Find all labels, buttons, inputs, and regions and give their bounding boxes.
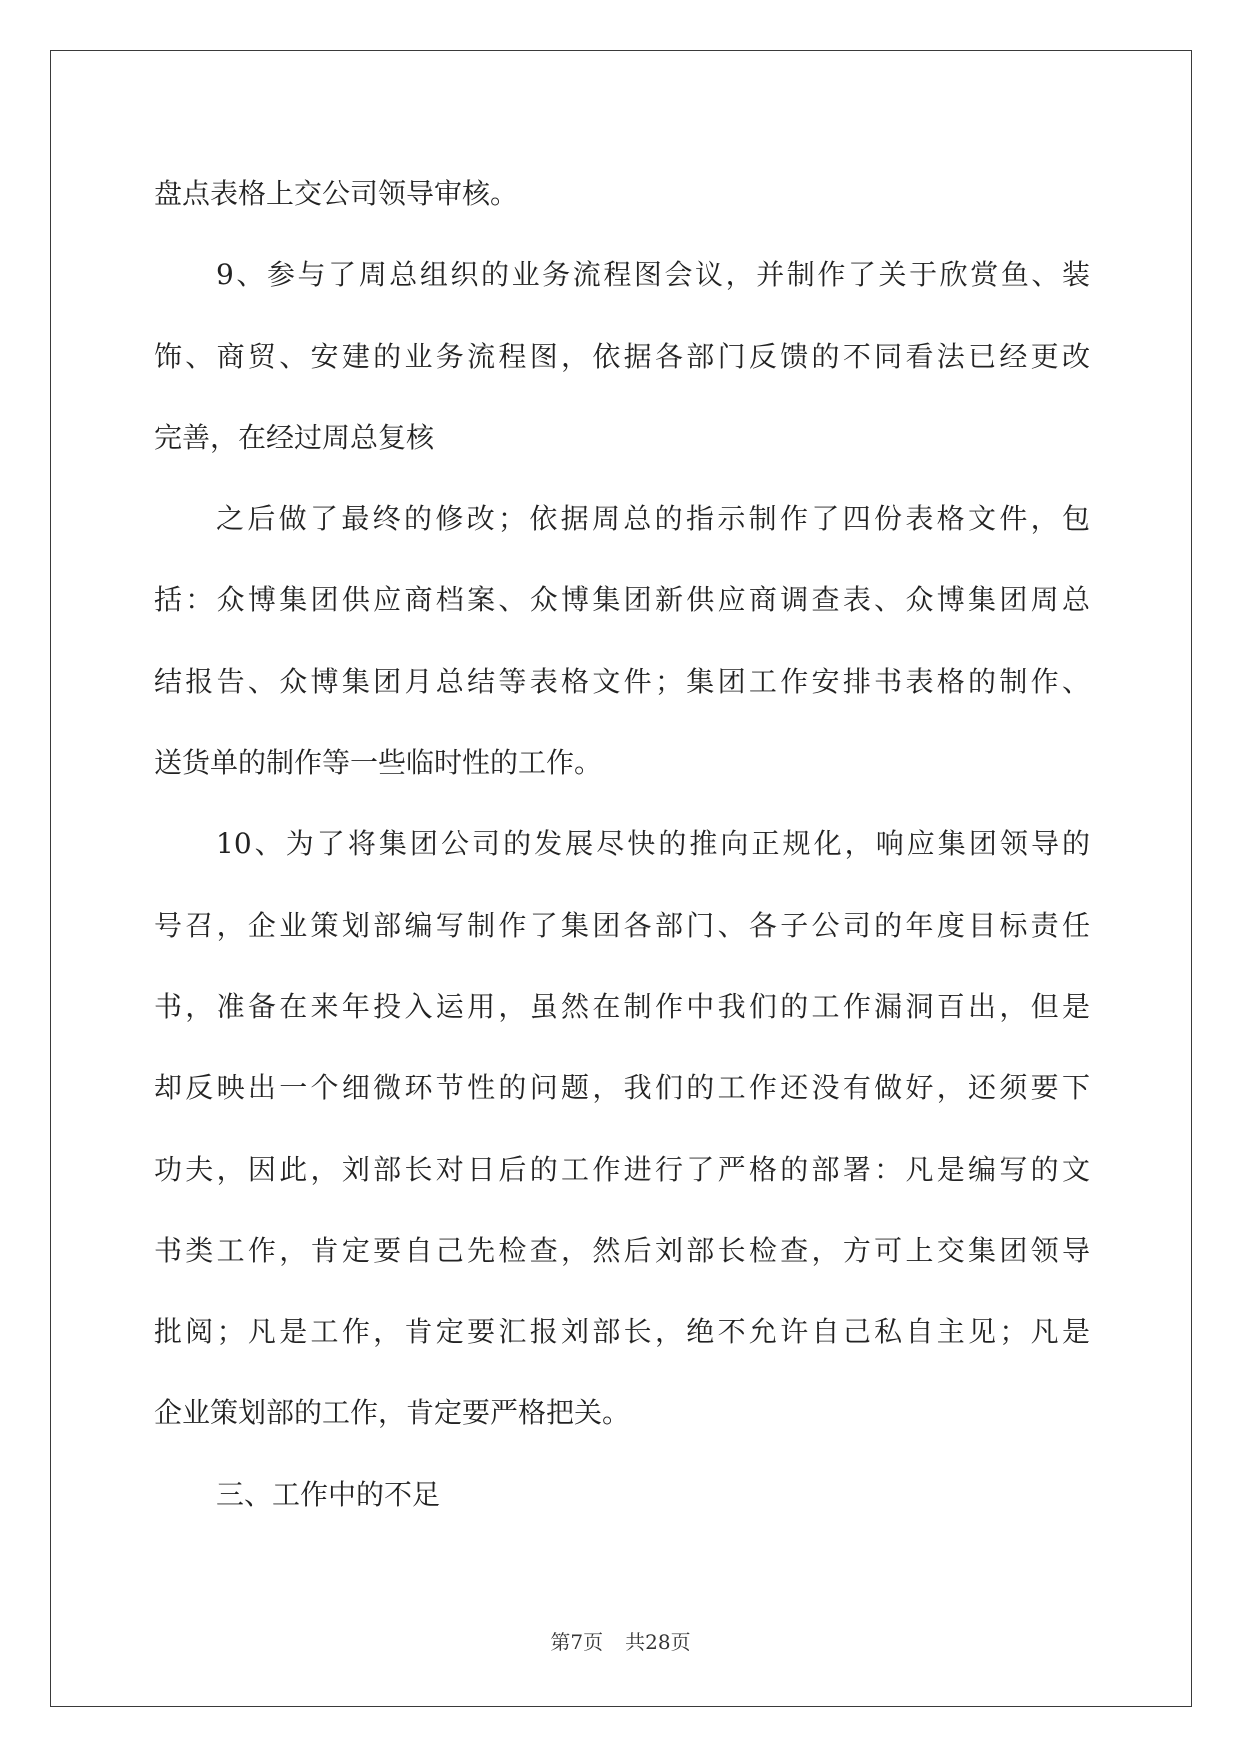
text-line: 括：众博集团供应商档案、众博集团新供应商调查表、众博集团周总 [154, 583, 1090, 617]
section-heading [154, 1454, 1090, 1535]
text-line: 结报告、众博集团月总结等表格文件；集团工作安排书表格的制作、 [154, 664, 1090, 698]
text-line: 书，准备在来年投入运用，虽然在制作中我们的工作漏洞百出，但是 [154, 989, 1090, 1023]
page-number: 第7页 [550, 1630, 604, 1654]
paragraph [154, 803, 1090, 1453]
text-line: 完善，在经过周总复核 [154, 420, 435, 454]
text-line: 9、参与了周总组织的业务流程图会议，并制作了关于欣赏鱼、装 [216, 258, 1090, 292]
page-total: 共28页 [625, 1630, 691, 1654]
paragraph [154, 478, 1090, 803]
text-line: 饰、商贸、安建的业务流程图，依据各部门反馈的不同看法已经更改 [154, 339, 1090, 373]
page-footer [0, 1626, 1241, 1655]
paragraph [154, 153, 1090, 234]
paragraph [154, 234, 1090, 478]
text-line: 号召，企业策划部编写制作了集团各部门、各子公司的年度目标责任 [154, 908, 1090, 942]
text-line: 功夫，因此，刘部长对日后的工作进行了严格的部署：凡是编写的文 [154, 1152, 1090, 1186]
text-line: 企业策划部的工作，肯定要严格把关。 [154, 1396, 631, 1430]
text-line: 之后做了最终的修改；依据周总的指示制作了四份表格文件，包 [216, 502, 1090, 536]
text-line: 盘点表格上交公司领导审核。 [154, 177, 519, 210]
text-line: 却反映出一个细微环节性的问题，我们的工作还没有做好，还须要下 [154, 1071, 1090, 1105]
text-line: 书类工作，肯定要自己先检查，然后刘部长检查，方可上交集团领导 [154, 1233, 1090, 1267]
text-line: 三、工作中的不足 [216, 1477, 441, 1511]
document-body [154, 153, 1090, 1535]
text-line: 批阅；凡是工作，肯定要汇报刘部长，绝不允许自己私自主见；凡是 [154, 1315, 1090, 1349]
text-line: 10、为了将集团公司的发展尽快的推向正规化，响应集团领导的 [216, 827, 1090, 861]
text-line: 送货单的制作等一些临时性的工作。 [154, 746, 603, 780]
